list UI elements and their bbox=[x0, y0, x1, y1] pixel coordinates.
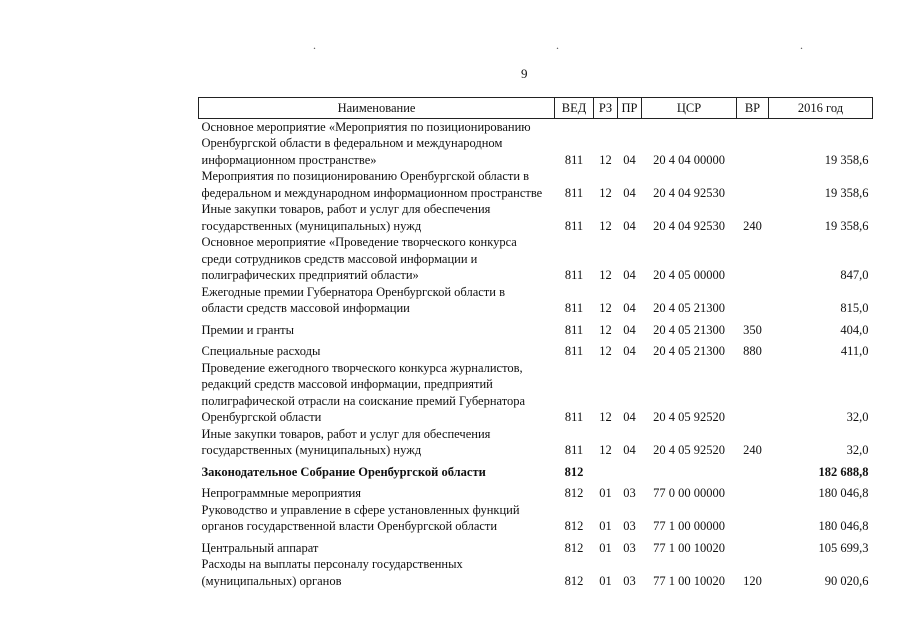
row-ved: 811 bbox=[564, 185, 584, 200]
row-vr bbox=[737, 118, 769, 168]
row-rz: 12 bbox=[599, 152, 612, 167]
header-name: Наименование bbox=[199, 98, 555, 119]
table-row bbox=[199, 338, 873, 360]
row-ved: 811 bbox=[564, 410, 584, 424]
row-ved: 812 bbox=[564, 540, 584, 555]
row-vr: 120 bbox=[743, 573, 762, 588]
row-amount: 180 046,8 bbox=[818, 486, 869, 500]
row-ved: 812 bbox=[564, 464, 584, 479]
row-name: Расходы на выплаты персоналу государственных (муниципальных) органов bbox=[201, 557, 463, 588]
row-pr: 04 bbox=[623, 443, 636, 457]
budget-table bbox=[198, 97, 873, 589]
header-vr: ВР bbox=[737, 98, 769, 119]
row-csr: 20 4 05 21300 bbox=[653, 301, 725, 315]
table-header-row bbox=[199, 98, 873, 119]
row-amount: 90 020,6 bbox=[824, 573, 869, 588]
row-pr: 03 bbox=[623, 573, 636, 588]
table-row bbox=[199, 201, 873, 234]
row-pr: 03 bbox=[623, 519, 636, 533]
row-amount: 847,0 bbox=[840, 268, 869, 282]
table-row bbox=[199, 426, 873, 459]
row-ved: 812 bbox=[564, 573, 584, 588]
row-csr bbox=[642, 459, 737, 481]
row-ved: 811 bbox=[564, 443, 584, 457]
row-csr: 20 4 05 92520 bbox=[653, 443, 725, 457]
row-csr: 77 1 00 10020 bbox=[653, 573, 725, 588]
row-pr: 04 bbox=[623, 301, 636, 315]
table-row bbox=[199, 556, 873, 589]
row-amount: 182 688,8 bbox=[818, 464, 869, 479]
row-vr bbox=[737, 284, 769, 317]
row-rz bbox=[594, 459, 618, 481]
row-rz: 01 bbox=[599, 540, 612, 555]
row-name: Основное мероприятие «Проведение творческого конкурса среди сотрудников средств массовой информации и полиграфических предприятий области» bbox=[201, 235, 517, 282]
row-pr: 04 bbox=[623, 344, 636, 358]
row-rz: 12 bbox=[599, 322, 612, 337]
scan-mark: . bbox=[313, 38, 316, 52]
row-amount: 32,0 bbox=[846, 443, 869, 457]
row-rz: 12 bbox=[599, 268, 612, 282]
row-name: Непрограммные мероприятия bbox=[201, 486, 362, 500]
row-rz: 12 bbox=[599, 410, 612, 424]
row-csr: 20 4 04 92530 bbox=[653, 185, 725, 200]
header-csr: ЦСР bbox=[642, 98, 737, 119]
row-csr: 77 1 00 10020 bbox=[653, 540, 725, 555]
row-amount: 19 358,6 bbox=[824, 185, 869, 200]
row-ved: 812 bbox=[564, 519, 584, 533]
row-name: Основное мероприятие «Мероприятия по позиционированию Оренбургской области в федеральном и международном информационном пространстве» bbox=[201, 119, 531, 167]
row-amount: 815,0 bbox=[840, 301, 869, 315]
row-amount: 105 699,3 bbox=[818, 540, 869, 555]
row-name: Проведение ежегодного творческого конкурса журналистов, редакций средств массовой информации, предприятий полиграфической отрасли на соискание премий Губернатора Оренбургской области bbox=[201, 360, 526, 424]
row-amount: 19 358,6 bbox=[824, 152, 869, 167]
header-rz: РЗ bbox=[594, 98, 618, 119]
row-name: Специальные расходы bbox=[201, 344, 321, 358]
row-vr bbox=[737, 535, 769, 557]
table-row bbox=[199, 284, 873, 317]
row-csr: 20 4 05 21300 bbox=[653, 344, 725, 358]
row-rz: 12 bbox=[599, 301, 612, 315]
row-name: Ежегодные премии Губернатора Оренбургской области в области средств массовой информации bbox=[201, 284, 505, 315]
row-vr bbox=[737, 168, 769, 201]
row-vr: 880 bbox=[743, 344, 762, 358]
row-rz: 01 bbox=[599, 573, 612, 588]
row-amount: 180 046,8 bbox=[818, 519, 869, 533]
row-csr: 77 0 00 00000 bbox=[653, 486, 725, 500]
row-vr bbox=[737, 502, 769, 535]
row-name: Иные закупки товаров, работ и услуг для обеспечения государственных (муниципальных) нужд bbox=[201, 426, 491, 457]
row-ved: 811 bbox=[564, 152, 584, 167]
row-name: Иные закупки товаров, работ и услуг для обеспечения государственных (муниципальных) нужд bbox=[201, 202, 491, 233]
table-row bbox=[199, 459, 873, 481]
row-name: Премии и гранты bbox=[201, 322, 295, 337]
row-ved: 811 bbox=[564, 268, 584, 282]
row-name: Руководство и управление в сфере установленных функций органов государственной власти Оренбургской области bbox=[201, 502, 520, 533]
table-row bbox=[199, 502, 873, 535]
row-rz: 01 bbox=[599, 486, 612, 500]
page-number: 9 bbox=[521, 66, 528, 81]
table-row bbox=[199, 234, 873, 284]
row-csr: 20 4 05 00000 bbox=[653, 268, 725, 282]
row-ved: 811 bbox=[564, 344, 584, 358]
row-pr: 04 bbox=[623, 268, 636, 282]
row-pr: 04 bbox=[623, 185, 636, 200]
row-rz: 12 bbox=[599, 344, 612, 358]
row-vr: 350 bbox=[743, 322, 762, 337]
row-vr bbox=[737, 234, 769, 284]
row-name: Законодательное Собрание Оренбургской области bbox=[201, 464, 486, 479]
row-rz: 12 bbox=[599, 443, 612, 457]
row-pr: 03 bbox=[623, 540, 636, 555]
row-rz: 12 bbox=[599, 185, 612, 200]
row-name: Мероприятия по позиционированию Оренбургской области в федеральном и международном информационном пространстве bbox=[201, 169, 543, 200]
row-csr: 20 4 04 00000 bbox=[653, 152, 725, 167]
row-ved: 811 bbox=[564, 218, 584, 233]
row-ved: 811 bbox=[564, 322, 584, 337]
row-pr: 04 bbox=[623, 410, 636, 424]
scan-mark: . bbox=[800, 38, 803, 52]
row-vr: 240 bbox=[743, 218, 762, 233]
table-row bbox=[199, 168, 873, 201]
table-row bbox=[199, 317, 873, 339]
row-amount: 404,0 bbox=[840, 322, 869, 337]
row-pr: 04 bbox=[623, 152, 636, 167]
row-csr: 20 4 04 92530 bbox=[653, 218, 725, 233]
row-vr bbox=[737, 480, 769, 502]
row-name: Центральный аппарат bbox=[201, 540, 319, 555]
row-pr: 04 bbox=[623, 322, 636, 337]
table-row bbox=[199, 480, 873, 502]
row-csr: 20 4 05 92520 bbox=[653, 410, 725, 424]
row-vr bbox=[737, 360, 769, 426]
table-row bbox=[199, 535, 873, 557]
row-pr bbox=[618, 459, 642, 481]
row-amount: 32,0 bbox=[846, 410, 869, 424]
row-ved: 812 bbox=[564, 486, 584, 500]
header-year: 2016 год bbox=[769, 98, 873, 119]
row-pr: 04 bbox=[623, 218, 636, 233]
row-pr: 03 bbox=[623, 486, 636, 500]
row-csr: 20 4 05 21300 bbox=[653, 322, 725, 337]
row-vr bbox=[737, 459, 769, 481]
table-row bbox=[199, 118, 873, 168]
scan-mark: . bbox=[556, 38, 559, 52]
row-amount: 19 358,6 bbox=[824, 218, 869, 233]
row-csr: 77 1 00 00000 bbox=[653, 519, 725, 533]
row-amount: 411,0 bbox=[840, 344, 869, 358]
table-row bbox=[199, 360, 873, 426]
row-rz: 01 bbox=[599, 519, 612, 533]
row-ved: 811 bbox=[564, 301, 584, 315]
row-rz: 12 bbox=[599, 218, 612, 233]
header-pr: ПР bbox=[618, 98, 642, 119]
header-ved: ВЕД bbox=[555, 98, 594, 119]
row-vr: 240 bbox=[743, 443, 762, 457]
